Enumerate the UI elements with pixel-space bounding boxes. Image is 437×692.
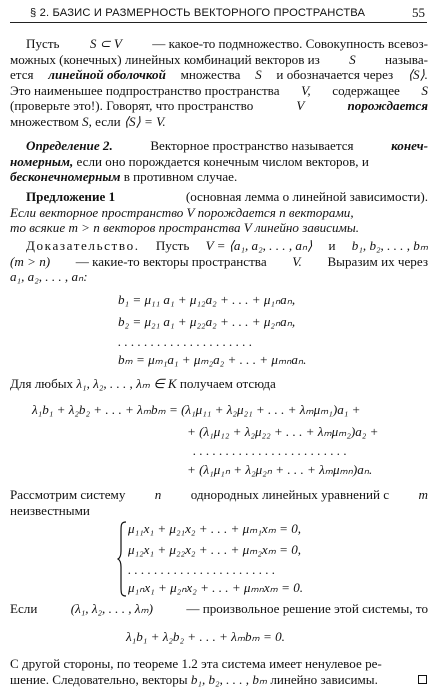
text-line: множеством S, если ⟨S⟩ = V. [10, 113, 166, 129]
equation-line: μ₁₂x₁ + μ₂₂x₂ + . . . + μₘ₂xₘ = 0, [128, 542, 302, 557]
text-line: Рассмотрим систему n однородных линейных уравнений с m [10, 487, 428, 502]
proposition-label: Предложение 1 [26, 189, 116, 204]
term-generates: порождается [347, 98, 428, 114]
running-header [10, 6, 427, 23]
text-line: Если векторное пространство V порождается n векторами, [10, 204, 354, 220]
end-of-proof-square [418, 675, 427, 684]
equation-line: μ₁ₙx₁ + μ₂ₙx₂ + . . . + μₘₙxₘ = 0. [128, 580, 304, 595]
proof-label: Доказательство. [26, 238, 140, 253]
proposition-block [10, 189, 428, 236]
equation-line: b₁ = μ₁₁ a₁ + μ₁₂a₂ + . . . + μ₁ₙaₙ, [118, 292, 296, 307]
page-number: 55 [412, 5, 425, 20]
text-line: можных (конечных) линейных комбинаций векторов из S называ- [10, 51, 428, 67]
section-title: § 2. БАЗИС И РАЗМЕРНОСТЬ ВЕКТОРНОГО ПРОСТРАНСТВА [30, 7, 366, 19]
text-line: Для любых λ₁, λ₂, . . . , λₘ ∈ K получаем отсюда [10, 376, 276, 391]
text-line: неизвестными [10, 502, 90, 518]
term-linear-span: линейной оболочкой [48, 67, 166, 83]
text-line: то всякие m > n векторов пространства V линейно зависимы. [10, 220, 359, 236]
lambda-line [10, 376, 428, 392]
text-line: Если (λ₁, λ₂, . . . , λₘ) — произвольное решение этой системы, то [10, 601, 428, 616]
closing-paragraph [10, 656, 428, 687]
equation-line: + (λ₁μ₁ₙ + λ₂μ₂ₙ + . . . + λₘμₘₙ)aₙ. [187, 462, 373, 477]
text-line: шение. Следовательно, векторы b₁, b₂, . . . , bₘ линейно зависимы. [10, 671, 378, 687]
result-equation: λ₁b₁ + λ₂b₂ + . . . + λₘbₘ = 0. [126, 629, 285, 644]
text-line: Определение 2. Векторное пространство называется конеч- [10, 138, 428, 154]
text-line: С другой стороны, по теореме 1.2 эта система имеет ненулевое ре- [10, 656, 382, 671]
equation-line: b₂ = μ₂₁ a₁ + μ₂₂a₂ + . . . + μ₂ₙaₙ, [118, 314, 296, 329]
definition-block [10, 138, 428, 185]
equation-line: + (λ₁μ₁₂ + λ₂μ₂₂ + . . . + λₘμₘ₂)a₂ + [187, 424, 379, 439]
equation-line: μ₁₁x₁ + μ₂₁x₂ + . . . + μₘ₁xₘ = 0, [128, 521, 302, 536]
text-line: Предложение 1 (основная лемма о линейной зависимости). [10, 189, 428, 205]
equation-line: λ₁b₁ + λ₂b₂ + . . . + λₘbₘ = (λ₁μ₁₁ + λ₂μ₂₁ + . . . + λₘμₘ₁)a₁ + [32, 402, 361, 417]
left-brace [117, 521, 127, 597]
text-line: (m > n) — какие-то векторы пространства V. Выразим их через [10, 253, 428, 269]
consider-paragraph [10, 487, 428, 518]
text-line: номерным, если оно порождается конечным числом векторов, и [10, 153, 369, 169]
text-line: Пусть S ⊂ V — какое-то подмножество. Совокупность всевоз- [26, 36, 428, 51]
equation-dots: . . . . . . . . . . . . . . . . . . . . . . . . [193, 443, 347, 458]
equation-dots: . . . . . . . . . . . . . . . . . . . . . [118, 334, 253, 349]
text-line: ется линейной оболочкой множества S и обозначается через ⟨S⟩. [10, 67, 428, 83]
equation-dots: . . . . . . . . . . . . . . . . . . . . . . . [128, 562, 276, 577]
paragraph-linear-span [10, 36, 428, 130]
if-line [10, 601, 428, 617]
definition-label: Определение 2. [26, 138, 113, 153]
text-line: (проверьте это!). Говорят, что пространство V порождается [10, 98, 428, 114]
text-line: бесконечномерным в противном случае. [10, 169, 238, 185]
text-line: Доказательство. Пусть V = ⟨a₁, a₂, . . . , aₙ⟩ и b₁, b₂, . . . , bₘ [10, 238, 428, 254]
proof-intro [10, 238, 428, 285]
text-line: a₁, a₂, . . . , aₙ: [10, 269, 88, 285]
equation-line: bₘ = μₘ₁a₁ + μₘ₂a₂ + . . . + μₘₙaₙ. [118, 352, 307, 367]
text-line: Это наименьшее подпространство пространства V, содержащее S [10, 82, 428, 98]
